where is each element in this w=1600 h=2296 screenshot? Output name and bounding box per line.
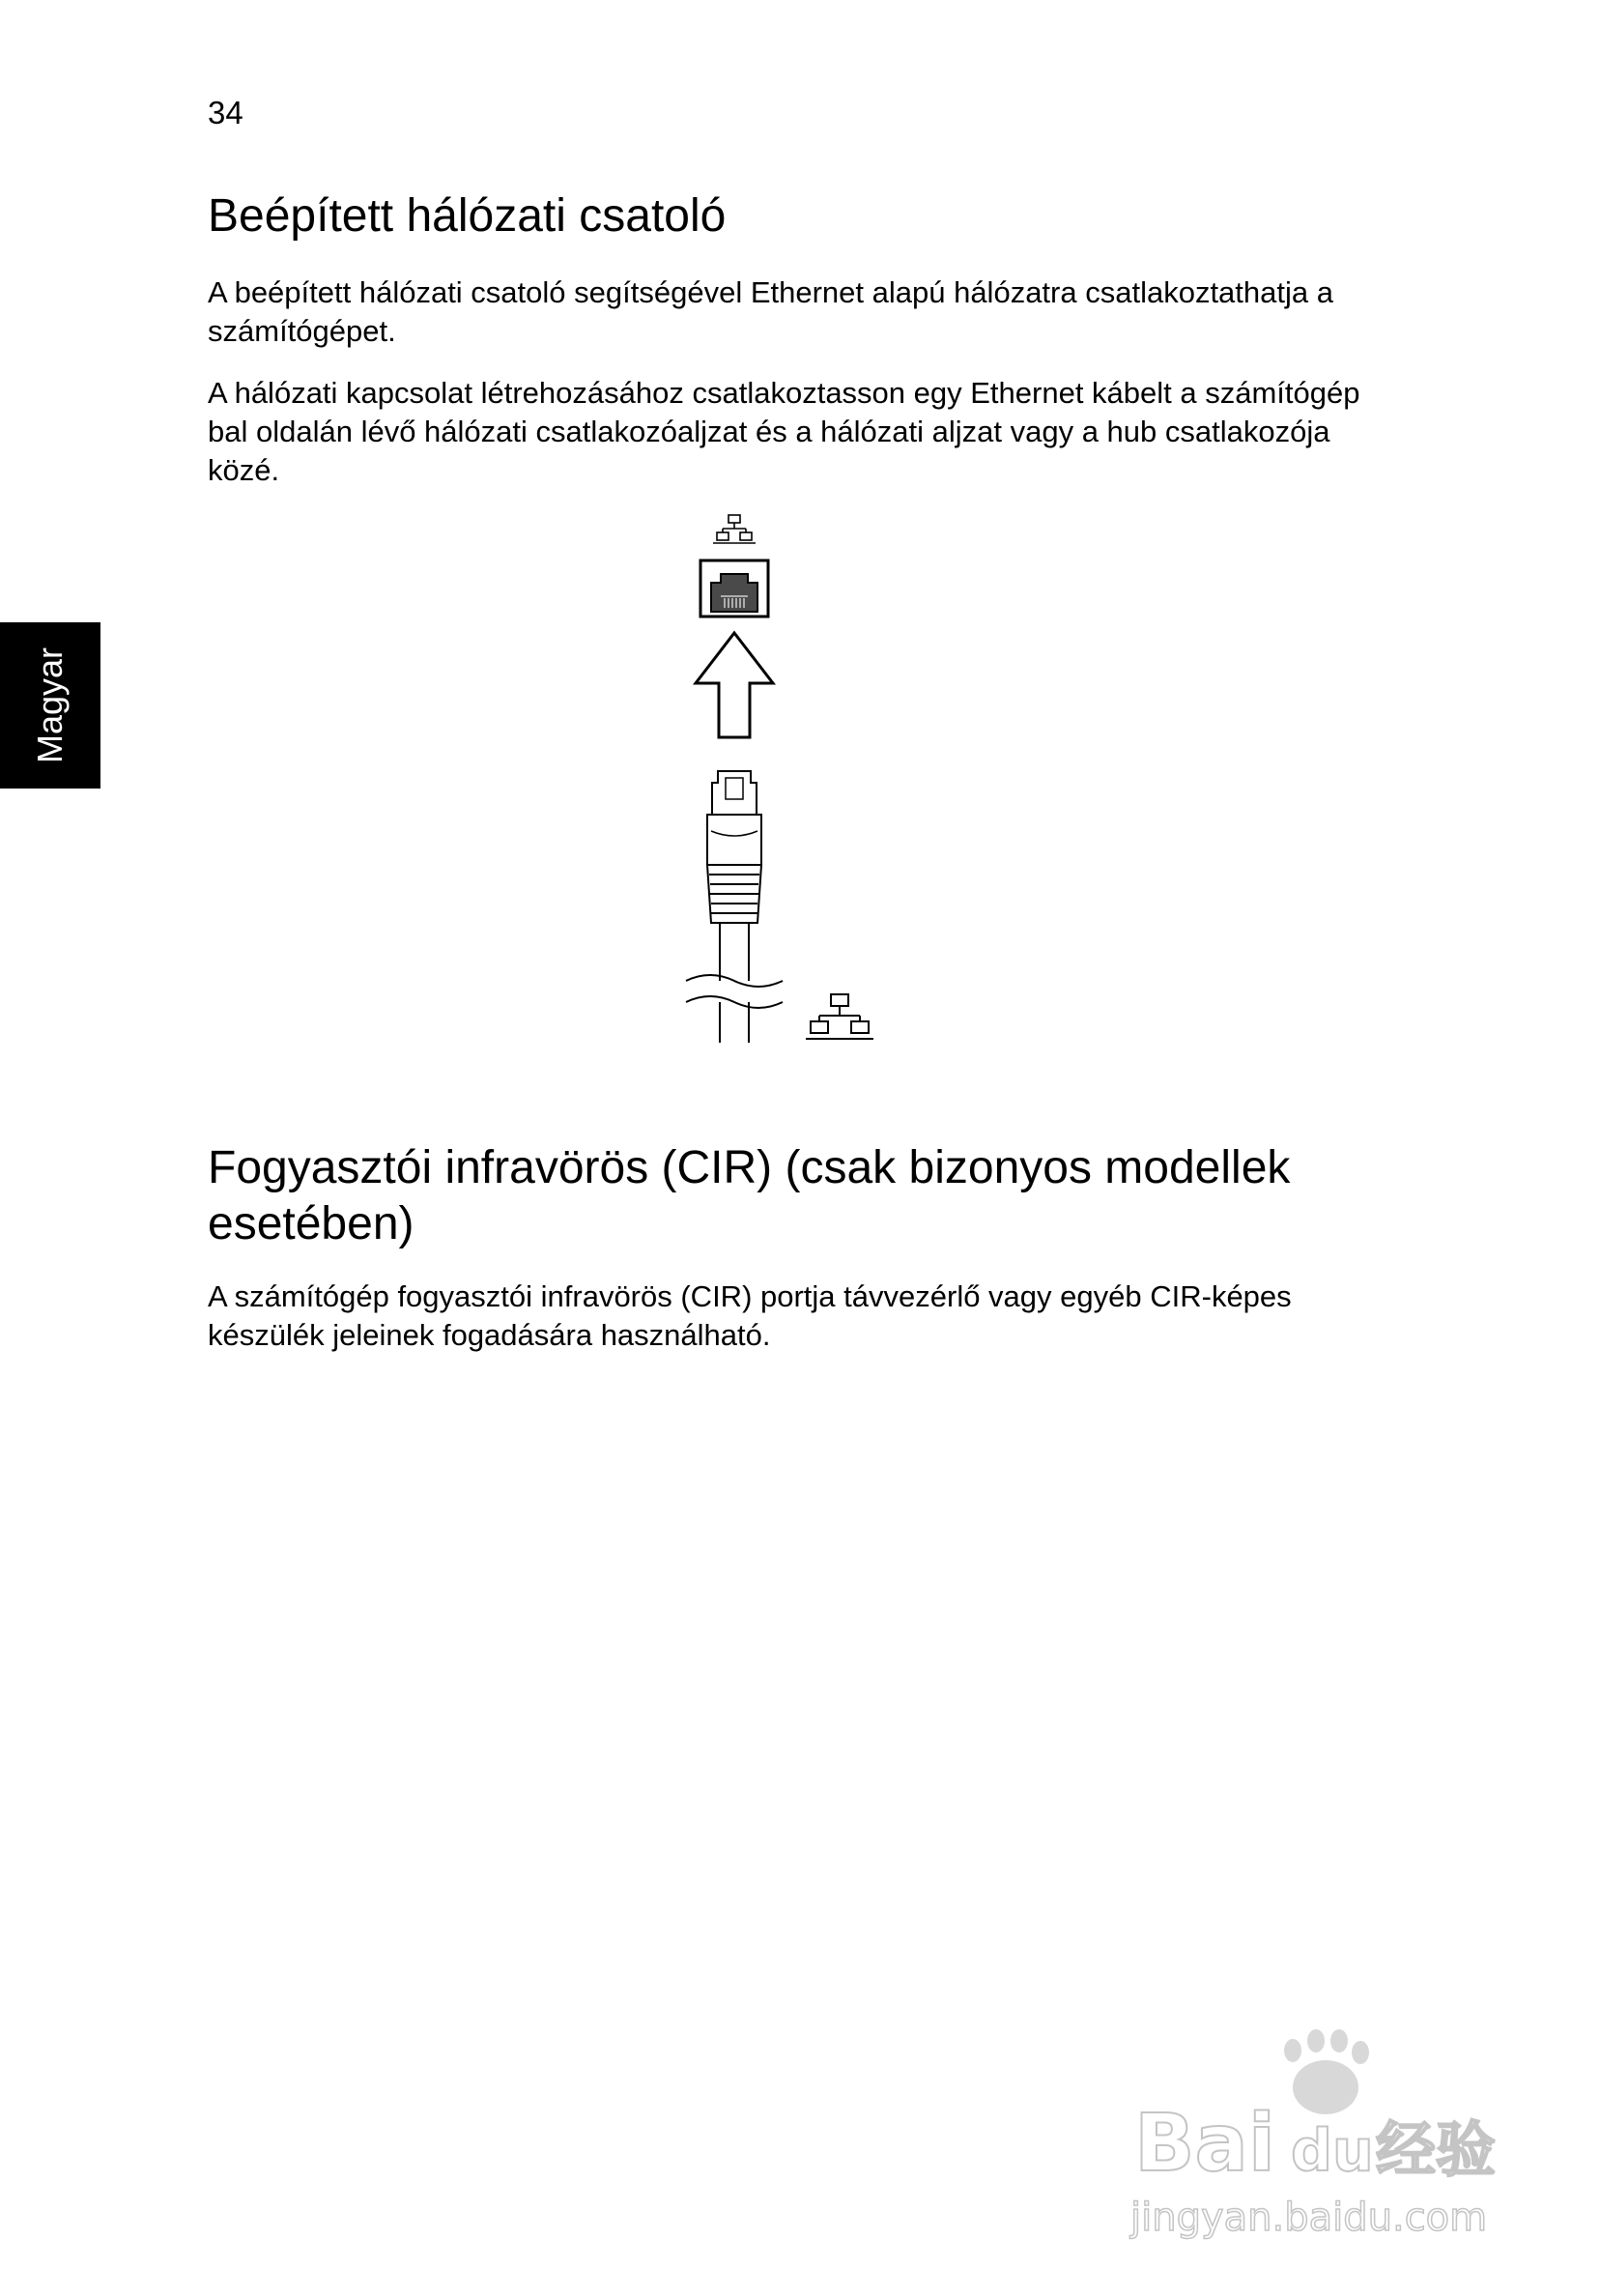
language-label: Magyar <box>30 646 70 764</box>
section-title-cir: Fogyasztói infravörös (CIR) (csak bizonyos modellek esetében) <box>208 1142 1291 1249</box>
network-icon <box>713 515 756 543</box>
language-side-tab <box>0 622 100 789</box>
ethernet-port-icon <box>700 560 768 617</box>
baidu-watermark <box>1101 2029 1527 2261</box>
watermark-cn-label: 经验 <box>1376 2114 1497 2185</box>
paragraph-ethernet-connect: A hálózati kapcsolat létrehozásához csatlakoztasson egy Ethernet kábelt a számítógép bal oldalán lévő hálózati csatlakozóaljzat és a hálózati aljzat vagy a hub csatlakozója közé. <box>208 376 1360 487</box>
paragraph-ethernet-intro: A beépített hálózati csatoló segítségével Ethernet alapú hálózatra csatlakoztathatja a számítógépet. <box>208 275 1333 348</box>
ethernet-plug-icon <box>686 771 783 1043</box>
page-number: 34 <box>208 95 243 130</box>
section-title-ethernet: Beépített hálózati csatoló <box>208 190 727 242</box>
ethernet-connection-figure <box>657 498 908 1058</box>
watermark-brand-suffix: du <box>1291 2117 1374 2185</box>
paragraph-cir: A számítógép fogyasztói infravörös (CIR) portja távvezérlő vagy egyéb CIR-képes készülék jeleinek fogadására használható. <box>208 1279 1292 1352</box>
paw-icon <box>1284 2029 1369 2114</box>
network-icon <box>806 994 873 1039</box>
watermark-url: jingyan.baidu.com <box>1130 2196 1488 2240</box>
arrow-up-icon <box>696 633 773 737</box>
watermark-brand: Bai <box>1134 2098 1275 2190</box>
